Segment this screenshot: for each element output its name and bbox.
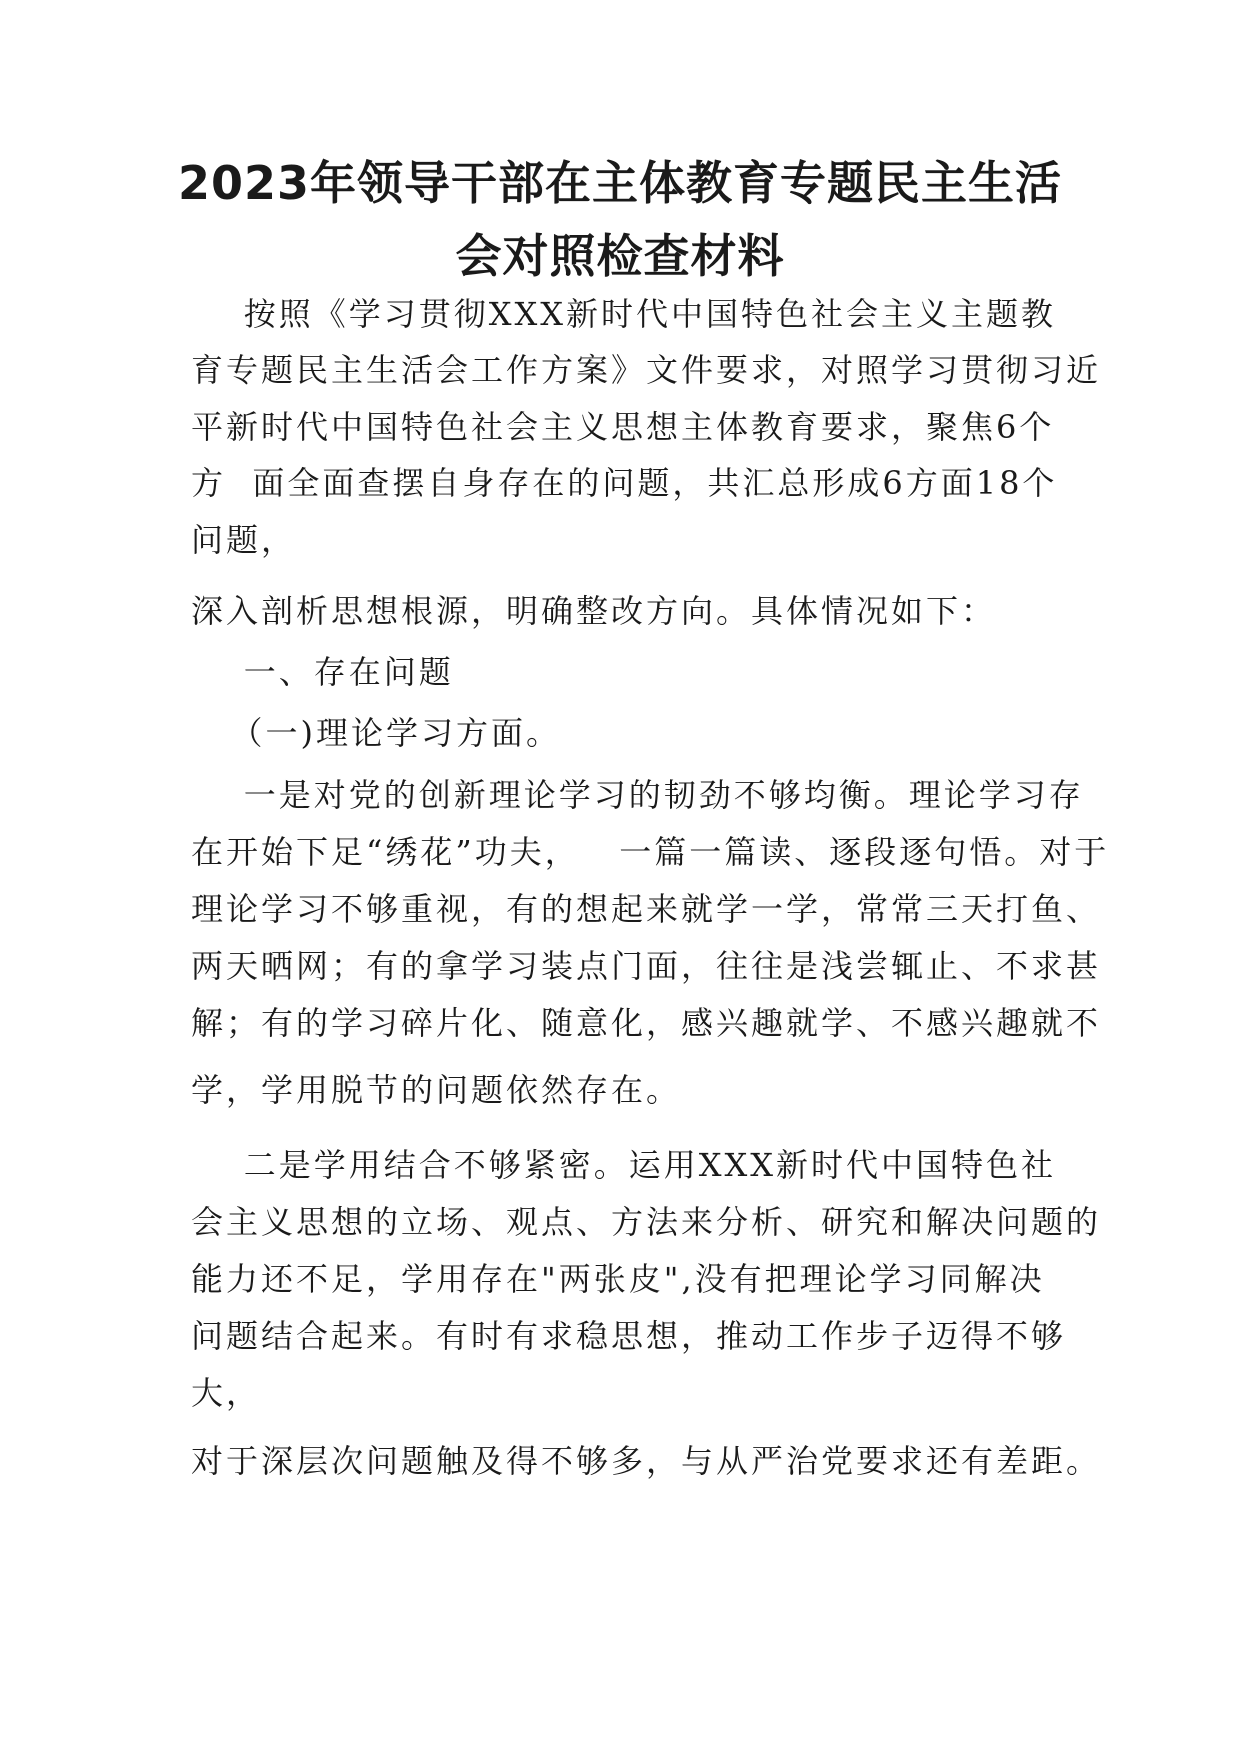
body-line-17: 能力还不足，学用存在"两张皮",没有把理论学习同解决 (191, 1260, 1045, 1298)
body-line-13: 解；有的学习碎片化、随意化，感兴趣就学、不感兴趣就不 (191, 1004, 1102, 1042)
body-line-20: 对于深层次问题触及得不够多，与从严治党要求还有差距。 (191, 1442, 1102, 1480)
document-title-line-2: 会对照检查材料 (455, 229, 785, 283)
body-line-5: 问题， (191, 521, 297, 559)
body-line-6: 深入剖析思想根源，明确整改方向。具体情况如下： (191, 592, 997, 630)
subsection-heading: （一)理论学习方面。 (191, 714, 562, 752)
body-line-18: 问题结合起来。有时有求稳思想，推动工作步子迈得不够 (191, 1317, 1067, 1355)
body-line-14: 学，学用脱节的问题依然存在。 (191, 1071, 682, 1109)
document-title-line-1: 2023年领导干部在主体教育专题民主生活 (177, 156, 1063, 210)
body-line-9: 一是对党的创新理论学习的韧劲不够均衡。理论学习存 (191, 776, 1084, 814)
body-line-12: 两天晒网；有的拿学习装点门面，往往是浅尝辄止、不求甚 (191, 947, 1102, 985)
body-line-1: 按照《学习贯彻XXX新时代中国特色社会主义主题教 (191, 295, 1057, 333)
body-line-2: 育专题民主生活会工作方案》文件要求，对照学习贯彻习近 (191, 351, 1102, 389)
body-line-4: 方 面全面查摆自身存在的问题，共汇总形成6方面18个 (191, 464, 1058, 502)
body-line-16: 会主义思想的立场、观点、方法来分析、研究和解决问题的 (191, 1203, 1102, 1241)
body-line-11: 理论学习不够重视，有的想起来就学一学，常常三天打鱼、 (191, 890, 1102, 928)
body-line-15: 二是学用结合不够紧密。运用XXX新时代中国特色社 (191, 1146, 1057, 1184)
body-line-10: 在开始下足“绣花”功夫， 一篇一篇读、逐段逐句悟。对于 (191, 833, 1110, 871)
section-heading: 一、存在问题 (191, 653, 454, 691)
body-line-3: 平新时代中国特色社会主义思想主体教育要求，聚焦6个 (191, 408, 1055, 446)
body-line-19: 大， (191, 1374, 262, 1412)
